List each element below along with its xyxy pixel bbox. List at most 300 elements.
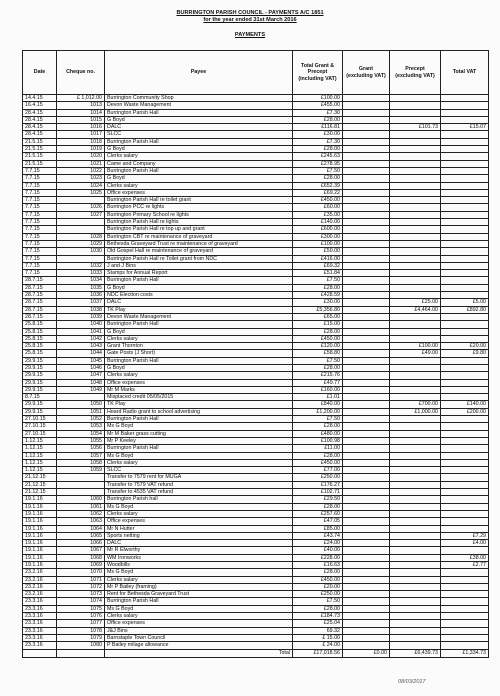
table-row — [23, 343, 489, 350]
cell-date: 23.3.16 — [23, 642, 57, 649]
cell-precept — [390, 292, 441, 299]
cell-date: 21.12.15 — [23, 489, 57, 496]
date-stamp: 08/03/2017 — [398, 679, 426, 685]
cell-grant — [343, 605, 390, 612]
cell-total: £28.00 — [293, 569, 343, 576]
cell-vat — [441, 167, 489, 174]
cell-date: 7.7.15 — [23, 175, 57, 182]
table-row — [23, 153, 489, 160]
cell-payee: Burrington PCC re lights — [105, 204, 293, 211]
cell-payee: DALC — [105, 124, 293, 131]
cell-cheque: 1013 — [57, 102, 105, 109]
cell-payee: J&J Bins — [105, 627, 293, 634]
cell-vat — [441, 321, 489, 328]
cell-precept — [390, 591, 441, 598]
cell-date: 27.10.15 — [23, 416, 57, 423]
cell-precept — [390, 576, 441, 583]
cell-total: £40.00 — [293, 547, 343, 554]
cell-cheque: 1023 — [57, 175, 105, 182]
cell-precept — [390, 474, 441, 481]
cell-vat — [441, 481, 489, 488]
cell-total: £278.95 — [293, 160, 343, 167]
cell-payee: TK Play — [105, 306, 293, 313]
cell-date: 29.9.15 — [23, 379, 57, 386]
cell-date: 23.3.16 — [23, 627, 57, 634]
cell-grant — [343, 496, 390, 503]
cell-precept — [390, 189, 441, 196]
cell-grant — [343, 525, 390, 532]
cell-date: 28.7.15 — [23, 299, 57, 306]
cell-cheque: 1043 — [57, 343, 105, 350]
cell-total: £250.00 — [293, 474, 343, 481]
cell-vat — [441, 102, 489, 109]
cell-grant — [343, 379, 390, 386]
cell-vat — [441, 364, 489, 371]
cell-date: 7.7.15 — [23, 189, 57, 196]
table-row — [23, 445, 489, 452]
cell-total: £450.00 — [293, 576, 343, 583]
cell-payee: WM Ironworks — [105, 554, 293, 561]
cell-total: £102.71 — [293, 489, 343, 496]
cell-date: 7.7.15 — [23, 233, 57, 240]
cell-date: 7.7.15 — [23, 211, 57, 218]
cell-vat — [441, 204, 489, 211]
cell-total: £16.63 — [293, 562, 343, 569]
cell-date: 28.4.15 — [23, 131, 57, 138]
cell-cheque: 1052 — [57, 416, 105, 423]
cell-precept — [390, 496, 441, 503]
cell-cheque: 1034 — [57, 277, 105, 284]
cell-date: 1.12.15 — [23, 445, 57, 452]
cell-grant — [343, 284, 390, 291]
cell-payee: Burrington Parish Hall — [105, 357, 293, 364]
table-row — [23, 182, 489, 189]
cell-grant — [343, 153, 390, 160]
cell-total: £480.00 — [293, 430, 343, 437]
cell-cheque: 1076 — [57, 613, 105, 620]
cell-vat — [441, 547, 489, 554]
cell-grant — [343, 437, 390, 444]
table-row — [23, 321, 489, 328]
cell-precept — [390, 386, 441, 393]
cell-payee: Ms G Boyd — [105, 605, 293, 612]
cell-vat: £38.00 — [441, 554, 489, 561]
cell-vat — [441, 372, 489, 379]
cell-date: 25.8.15 — [23, 350, 57, 357]
cell-precept — [390, 335, 441, 342]
cell-grant — [343, 306, 390, 313]
cell-grant — [343, 445, 390, 452]
cell-total: £58.80 — [293, 350, 343, 357]
cell-total: £176.27 — [293, 481, 343, 488]
cell-grant — [343, 197, 390, 204]
cell-payee: Clerks salary — [105, 372, 293, 379]
cell-precept — [390, 284, 441, 291]
cell-precept — [390, 605, 441, 612]
table-row — [23, 613, 489, 620]
table-row — [23, 102, 489, 109]
cell-date: 21.12.15 — [23, 474, 57, 481]
table-row — [23, 350, 489, 357]
cell-grant — [343, 95, 390, 102]
cell-date: 19.1.16 — [23, 496, 57, 503]
table-row — [23, 240, 489, 247]
cell-total: £28.00 — [293, 605, 343, 612]
cell-total: £160.00 — [293, 386, 343, 393]
totals-empty-cell — [23, 649, 57, 657]
cell-cheque: 1064 — [57, 525, 105, 532]
cell-grant — [343, 386, 390, 393]
cell-vat — [441, 583, 489, 590]
cell-grant — [343, 598, 390, 605]
cell-grant — [343, 116, 390, 123]
cell-cheque: 1024 — [57, 182, 105, 189]
cell-payee: Burrington Primary School re lights — [105, 211, 293, 218]
cell-cheque: 1054 — [57, 430, 105, 437]
cell-vat: £2.77 — [441, 562, 489, 569]
cell-precept — [390, 467, 441, 474]
table-row — [23, 292, 489, 299]
cell-grant — [343, 124, 390, 131]
cell-vat — [441, 379, 489, 386]
cell-payee: Devon Waste Management — [105, 102, 293, 109]
table-row — [23, 620, 489, 627]
table-row — [23, 401, 489, 408]
cell-precept — [390, 357, 441, 364]
cell-date: 21.12.15 — [23, 481, 57, 488]
cell-cheque: 1077 — [57, 620, 105, 627]
cell-vat — [441, 642, 489, 649]
cell-total: £69.32 — [293, 262, 343, 269]
table-row — [23, 525, 489, 532]
table-row — [23, 313, 489, 320]
cell-payee: Clerks salary — [105, 459, 293, 466]
cell-total: £100.00 — [293, 95, 343, 102]
cell-date: 14.4.15 — [23, 95, 57, 102]
cell-cheque: 1029 — [57, 240, 105, 247]
cell-precept — [390, 277, 441, 284]
cell-precept — [390, 313, 441, 320]
cell-cheque: 1033 — [57, 270, 105, 277]
cell-precept — [390, 547, 441, 554]
cell-cheque — [57, 394, 105, 401]
cell-date: 25.8.15 — [23, 328, 57, 335]
cell-cheque: 1065 — [57, 532, 105, 539]
cell-date: 7.7.15 — [23, 197, 57, 204]
cell-date: 29.9.15 — [23, 401, 57, 408]
table-row — [23, 277, 489, 284]
cell-date: 7.7.15 — [23, 248, 57, 255]
cell-cheque: 1039 — [57, 313, 105, 320]
cell-total: £1.01 — [293, 394, 343, 401]
cell-payee: Ms G Boyd — [105, 503, 293, 510]
cell-date: 21.5.15 — [23, 138, 57, 145]
cell-vat — [441, 189, 489, 196]
cell-precept — [390, 569, 441, 576]
cell-date: 1.12.15 — [23, 452, 57, 459]
table-row — [23, 233, 489, 240]
cell-cheque: 1080 — [57, 642, 105, 649]
cell-grant — [343, 328, 390, 335]
cell-total: £7.50 — [293, 416, 343, 423]
cell-total: £20.00 — [293, 583, 343, 590]
cell-cheque: 1019 — [57, 146, 105, 153]
table-row — [23, 146, 489, 153]
cell-cheque: 1050 — [57, 401, 105, 408]
cell-vat — [441, 386, 489, 393]
cell-cheque: 1066 — [57, 540, 105, 547]
table-row — [23, 496, 489, 503]
cell-vat: £4.00 — [441, 540, 489, 547]
cell-cheque: 1078 — [57, 627, 105, 634]
cell-payee: Old Gospel Hall re maintenance of graveyard — [105, 248, 293, 255]
cell-grant — [343, 540, 390, 547]
cell-total: £450.00 — [293, 335, 343, 342]
cell-cheque: £ 1,012.00 — [57, 95, 105, 102]
cell-cheque: 1051 — [57, 408, 105, 415]
cell-grant — [343, 299, 390, 306]
cell-vat — [441, 634, 489, 641]
table-row — [23, 642, 489, 649]
table-row — [23, 131, 489, 138]
cell-total: £28.00 — [293, 146, 343, 153]
cell-payee: Ms G Boyd — [105, 423, 293, 430]
cell-precept — [390, 160, 441, 167]
cell-vat — [441, 197, 489, 204]
cell-date: 28.7.15 — [23, 313, 57, 320]
cell-total: £7.30 — [293, 138, 343, 145]
table-row — [23, 430, 489, 437]
totals-grant: £0.00 — [343, 649, 390, 657]
table-row — [23, 569, 489, 576]
cell-precept — [390, 146, 441, 153]
table-row — [23, 408, 489, 415]
cell-total: £28.00 — [293, 284, 343, 291]
cell-grant — [343, 226, 390, 233]
cell-grant — [343, 510, 390, 517]
table-row — [23, 372, 489, 379]
cell-grant — [343, 219, 390, 226]
cell-vat — [441, 474, 489, 481]
cell-vat — [441, 627, 489, 634]
cell-grant — [343, 262, 390, 269]
cell-grant — [343, 489, 390, 496]
cell-precept — [390, 197, 441, 204]
cell-payee: Mr R Elworthy — [105, 547, 293, 554]
cell-precept — [390, 532, 441, 539]
cell-precept — [390, 321, 441, 328]
cell-cheque: 1073 — [57, 591, 105, 598]
cell-vat — [441, 423, 489, 430]
cell-cheque: 1063 — [57, 518, 105, 525]
cell-total: £85.00 — [293, 525, 343, 532]
cell-cheque: 1030 — [57, 248, 105, 255]
cell-vat — [441, 525, 489, 532]
cell-precept — [390, 634, 441, 641]
cell-cheque: 1040 — [57, 321, 105, 328]
table-row — [23, 598, 489, 605]
cell-grant — [343, 204, 390, 211]
cell-date: 19.1.16 — [23, 547, 57, 554]
cell-precept — [390, 364, 441, 371]
cell-date: 16.4.15 — [23, 102, 57, 109]
cell-precept — [390, 598, 441, 605]
cell-grant — [343, 503, 390, 510]
cell-date: 7.7.15 — [23, 262, 57, 269]
cell-date: 29.9.15 — [23, 372, 57, 379]
table-row — [23, 138, 489, 145]
cell-precept — [390, 328, 441, 335]
cell-total: £77.00 — [293, 467, 343, 474]
cell-date: 7.7.15 — [23, 182, 57, 189]
cell-total: £840.00 — [293, 401, 343, 408]
cell-cheque: 1041 — [57, 328, 105, 335]
table-row — [23, 197, 489, 204]
cell-precept — [390, 226, 441, 233]
cell-grant — [343, 627, 390, 634]
cell-precept — [390, 430, 441, 437]
cell-cheque: 1022 — [57, 167, 105, 174]
cell-vat — [441, 605, 489, 612]
cell-grant — [343, 554, 390, 561]
totals-label: Total — [105, 649, 293, 657]
cell-vat — [441, 437, 489, 444]
cell-vat — [441, 496, 489, 503]
cell-vat — [441, 292, 489, 299]
cell-date: 23.2.16 — [23, 576, 57, 583]
cell-date: 27.10.15 — [23, 423, 57, 430]
cell-total: £11.00 — [293, 445, 343, 452]
cell-payee: Heard Radio grant to school advertising — [105, 408, 293, 415]
cell-total: £7.30 — [293, 109, 343, 116]
cell-cheque — [57, 219, 105, 226]
cell-date: 19.1.16 — [23, 554, 57, 561]
cell-precept: £25.00 — [390, 299, 441, 306]
cell-total: £28.00 — [293, 116, 343, 123]
cell-precept — [390, 255, 441, 262]
cell-vat: £200.00 — [441, 408, 489, 415]
cell-grant — [343, 562, 390, 569]
cell-total: £28.00 — [293, 423, 343, 430]
cell-date: 28.4.15 — [23, 116, 57, 123]
totals-empty-cell — [57, 649, 105, 657]
cell-cheque: 1015 — [57, 116, 105, 123]
table-row — [23, 226, 489, 233]
col-header-date: Date — [23, 51, 57, 95]
cell-vat — [441, 569, 489, 576]
cell-total: £652.39 — [293, 182, 343, 189]
cell-precept: £1,000.00 — [390, 408, 441, 415]
cell-grant — [343, 321, 390, 328]
cell-total: £28.00 — [293, 175, 343, 182]
cell-payee: Transfer to 7579 rent for MUGA — [105, 474, 293, 481]
table-row — [23, 634, 489, 641]
cell-payee: Ms G Boyd — [105, 452, 293, 459]
cell-cheque: 1068 — [57, 554, 105, 561]
cell-date: 23.2.16 — [23, 591, 57, 598]
cell-cheque: 1025 — [57, 189, 105, 196]
cell-payee: Sports netting — [105, 532, 293, 539]
table-row — [23, 357, 489, 364]
cell-payee: Office expenses — [105, 518, 293, 525]
table-row — [23, 481, 489, 488]
cell-grant — [343, 364, 390, 371]
cell-date: 28.7.15 — [23, 306, 57, 313]
table-row — [23, 562, 489, 569]
cell-date: 28.4.15 — [23, 124, 57, 131]
cell-precept — [390, 525, 441, 532]
cell-payee: G Boyd — [105, 146, 293, 153]
cell-precept — [390, 372, 441, 379]
cell-date: 8.7.15 — [23, 394, 57, 401]
cell-vat — [441, 518, 489, 525]
cell-total: £60.00 — [293, 204, 343, 211]
cell-grant — [343, 109, 390, 116]
table-row — [23, 437, 489, 444]
cell-total: £28.00 — [293, 364, 343, 371]
cell-date: 29.9.15 — [23, 364, 57, 371]
cell-cheque: 1079 — [57, 634, 105, 641]
col-header-cheque: Cheque no. — [57, 51, 105, 95]
cell-grant — [343, 423, 390, 430]
cell-cheque: 1058 — [57, 459, 105, 466]
cell-grant — [343, 277, 390, 284]
cell-grant — [343, 350, 390, 357]
cell-precept — [390, 167, 441, 174]
cell-payee: J and J Bins — [105, 262, 293, 269]
cell-total: £65.00 — [293, 313, 343, 320]
table-row — [23, 423, 489, 430]
cell-payee: Burrington Parish Hall — [105, 109, 293, 116]
cell-total: £7.50 — [293, 277, 343, 284]
cell-grant — [343, 613, 390, 620]
cell-cheque: 1020 — [57, 153, 105, 160]
table-row — [23, 255, 489, 262]
cell-vat — [441, 613, 489, 620]
cell-precept: £100.00 — [390, 343, 441, 350]
cell-total: £7.50 — [293, 598, 343, 605]
table-row — [23, 532, 489, 539]
cell-date: 7.7.15 — [23, 204, 57, 211]
table-row — [23, 554, 489, 561]
cell-date: 23.2.16 — [23, 583, 57, 590]
cell-precept — [390, 394, 441, 401]
cell-vat — [441, 430, 489, 437]
table-row — [23, 416, 489, 423]
cell-cheque — [57, 226, 105, 233]
cell-vat — [441, 211, 489, 218]
cell-grant — [343, 583, 390, 590]
cell-precept — [390, 175, 441, 182]
cell-date: 23.3.16 — [23, 634, 57, 641]
cell-cheque: 1069 — [57, 562, 105, 569]
table-row — [23, 270, 489, 277]
cell-vat — [441, 219, 489, 226]
cell-payee: G Boyd — [105, 175, 293, 182]
cell-payee: Burrington Parish Hall — [105, 167, 293, 174]
cell-precept — [390, 153, 441, 160]
cell-total: £116.81 — [293, 124, 343, 131]
cell-grant — [343, 591, 390, 598]
cell-precept — [390, 583, 441, 590]
table-row — [23, 605, 489, 612]
document-title: BURRINGTON PARISH COUNCIL - PAYMENTS A/C 1851 — [176, 10, 324, 16]
cell-vat — [441, 576, 489, 583]
cell-payee: Mr M Marks — [105, 386, 293, 393]
col-header-grant: Grant (excluding VAT) — [343, 51, 390, 95]
table-row — [23, 547, 489, 554]
cell-grant — [343, 408, 390, 415]
